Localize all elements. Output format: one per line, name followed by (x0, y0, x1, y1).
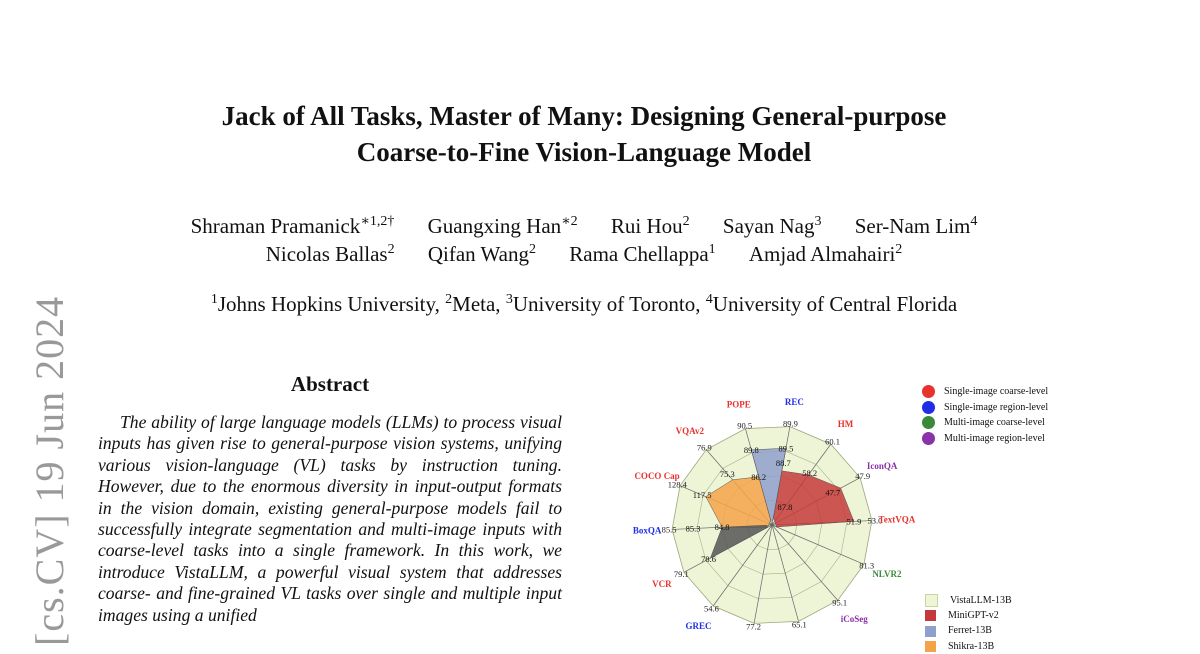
radar-data-label: 88.7 (775, 458, 791, 469)
radar-data-label: 51.9 (846, 516, 862, 527)
author: Ser-Nam Lim$^4$ (854, 214, 978, 238)
radar-chart (600, 372, 930, 648)
author: Qifan Wang$^2$ (427, 242, 537, 266)
radar-data-label: 78.6 (701, 554, 717, 565)
author-row-1 (120, 212, 1048, 240)
model-legend (925, 593, 1012, 654)
legend-item: Multi-image region-level (922, 431, 1048, 447)
author-list (120, 212, 1048, 268)
author: Sayan Nag$^3$ (722, 214, 822, 238)
legend-dot (922, 385, 935, 398)
radar-value-label: 77.2 (746, 621, 761, 632)
radar-value-label: 60.1 (825, 436, 841, 447)
legend-swatch (925, 610, 936, 621)
legend-swatch (925, 594, 938, 607)
radar-value-label: 47.9 (855, 471, 871, 482)
legend-item: Single-image coarse-level (922, 384, 1048, 400)
radar-data-label: 47.7 (825, 487, 841, 498)
radar-axis-label: BoxQA (632, 525, 662, 536)
radar-data-label: 85.3 (685, 523, 701, 534)
radar-value-label: 89.9 (783, 418, 798, 429)
affiliations: $^1$Johns Hopkins University, $^2$Meta, $^3$University of Toronto, $^4$University of Central Florida (210, 292, 958, 316)
radar-data-label: 75.3 (719, 468, 735, 479)
radar-data-label: 89.5 (778, 443, 794, 454)
radar-value-label: 53.0 (867, 515, 883, 526)
radar-axis-label: IconQA (866, 460, 898, 471)
radar-data-label: 84.8 (714, 522, 730, 533)
radar-figure (600, 372, 1200, 652)
author: Nicolas Ballas$^2$ (265, 242, 395, 266)
radar-data-label: 58.2 (802, 468, 818, 479)
title-line-1: Jack of All Tasks, Master of Many: Designing General-purpose (221, 101, 947, 131)
radar-data-label: 89.8 (743, 444, 759, 455)
radar-value-label: 128.4 (667, 479, 687, 490)
radar-axis-label: VCR (652, 579, 672, 590)
radar-value-label: 54.6 (703, 603, 719, 614)
radar-axis-label: COCO Cap (634, 470, 680, 481)
abstract-body: The ability of large language models (LLMs) to process visual inputs has given rise to general-purpose vision systems, unifying various vision-language (VL) tasks by instruction tuning. However, due to the enormous diversity in input-output formats in the vision domain, existing general-purpose models fail to successfully integrate segmentation and multi-image inputs with coarse-level tasks into a single framework. In this work, we introduce VistaLLM, a powerful visual system that addresses coarse- and fine-grained VL tasks over single and multiple input images using a unified (98, 412, 562, 625)
radar-axis-label: POPE (726, 399, 751, 410)
arxiv-side-stamp: [cs.CV] 19 Jun 2024 (27, 295, 72, 646)
legend-swatch (925, 626, 936, 637)
radar-data-label: 117.5 (692, 490, 712, 501)
radar-value-label: 65.1 (791, 619, 807, 630)
legend-swatch (925, 641, 936, 652)
author: Rama Chellappa$^1$ (569, 242, 716, 266)
radar-value-label: 81.3 (859, 560, 875, 571)
legend-item: Ferret-13B (925, 623, 1012, 638)
legend-dot (922, 401, 935, 414)
legend-item: MiniGPT-v2 (925, 608, 1012, 623)
legend-item: VistaLLM-13B (925, 593, 1012, 608)
radar-axis-label: TextVQA (878, 514, 916, 525)
legend-dot (922, 432, 935, 445)
radar-value-label: 90.5 (737, 420, 753, 431)
author-row-2 (120, 240, 1048, 268)
paper-title (180, 98, 988, 170)
radar-axis-label: iCoSeg (840, 614, 868, 625)
radar-value-label: 79.1 (673, 568, 689, 579)
radar-axis-label: VQAv2 (675, 425, 704, 436)
radar-data-label: 87.8 (777, 502, 793, 513)
author: Guangxing Han$^{∗2}$ (427, 214, 578, 238)
radar-value-label: 95.1 (832, 597, 848, 608)
radar-axis-label: REC (784, 397, 804, 408)
title-line-2: Coarse-to-Fine Vision-Language Model (356, 137, 812, 167)
task-group-legend (922, 384, 1048, 446)
author: Shraman Pramanick$^{∗1,2\dagger}$ (190, 214, 395, 238)
radar-axis-label: HM (837, 418, 854, 429)
radar-axis-label: GREC (685, 621, 712, 632)
author: Rui Hou$^2$ (610, 214, 690, 238)
radar-data-label: 86.2 (751, 471, 767, 482)
legend-item: Single-image region-level (922, 400, 1048, 416)
radar-axis-label: NLVR2 (872, 569, 902, 580)
legend-item: Multi-image coarse-level (922, 415, 1048, 431)
abstract-heading: Abstract (290, 372, 370, 396)
radar-value-label: 85.5 (661, 524, 677, 535)
author: Amjad Almahairi$^2$ (748, 242, 903, 266)
legend-item: Shikra-13B (925, 639, 1012, 654)
legend-dot (922, 416, 935, 429)
radar-value-label: 76.9 (696, 442, 712, 453)
